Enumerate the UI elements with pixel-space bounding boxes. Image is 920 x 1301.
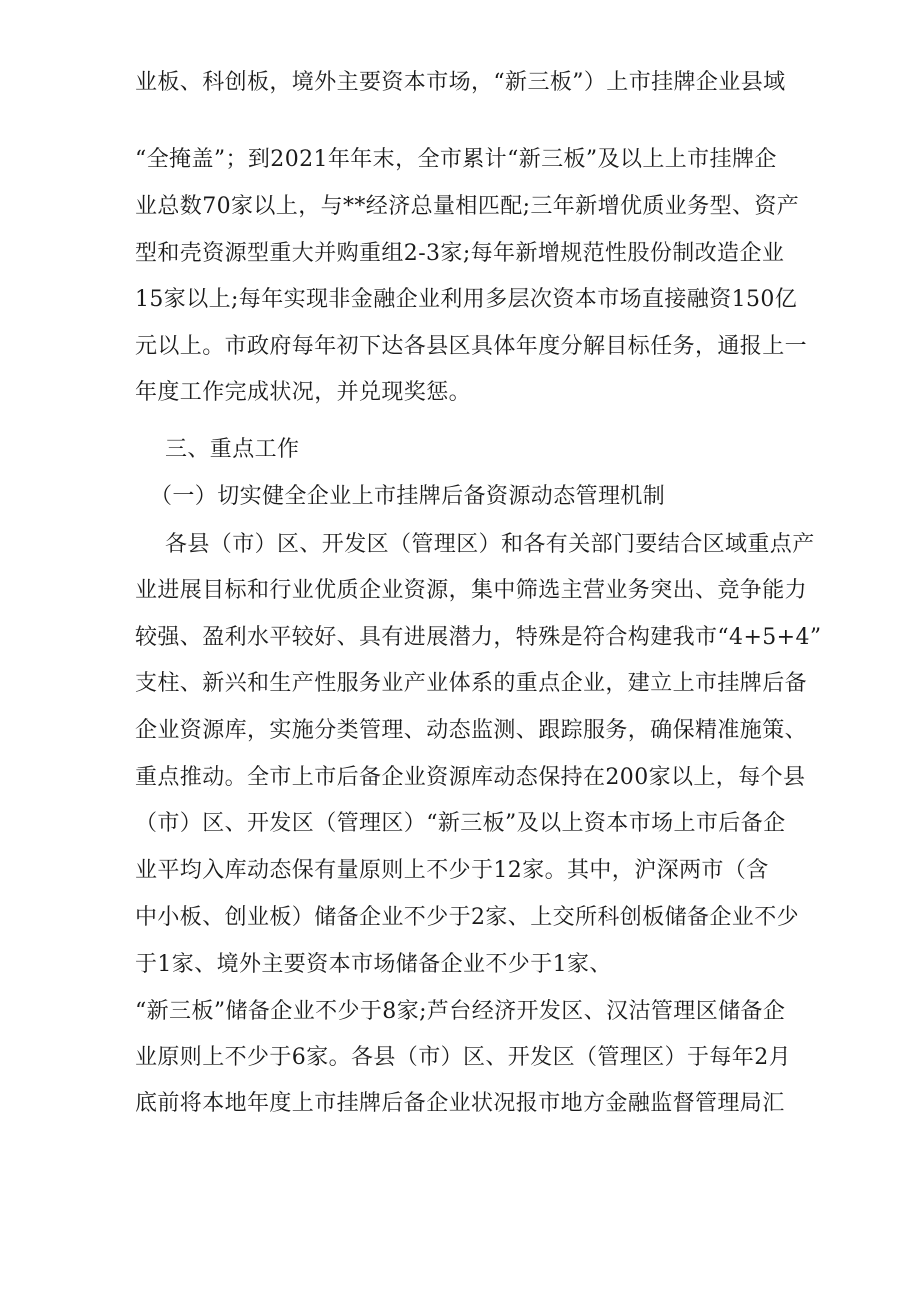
subsection-heading: （一）切实健全企业上市挂牌后备资源动态管理机制 (150, 484, 666, 509)
text-line: 业板、科创板，境外主要资本市场，“新三板”）上市挂牌企业县域 (135, 70, 786, 95)
text-line: 业进展目标和行业优质企业资源，集中筛选主营业务突出、竞争能力 (135, 578, 808, 603)
text-line: 年度工作完成状况，并兑现奖惩。 (135, 380, 472, 405)
text-line: 各县（市）区、开发区（管理区）和各有关部门要结合区域重点产 (165, 532, 815, 557)
text-line: 业原则上不少于6家。各县（市）区、开发区（管理区）于每年2月 (135, 1045, 791, 1070)
text-line: 业总数70家以上，与**经济总量相匹配;三年新增优质业务型、资产 (135, 194, 800, 219)
text-line: 元以上。市政府每年初下达各县区具体年度分解目标任务，通报上一 (135, 334, 808, 359)
text-line: 业平均入库动态保有量原则上不少于12家。其中，沪深两市（含 (135, 858, 769, 883)
text-line: 较强、盈利水平较好、具有进展潜力，特殊是符合构建我市“4+5+4” (135, 625, 822, 650)
text-line: 支柱、新兴和生产性服务业产业体系的重点企业，建立上市挂牌后备 (135, 671, 808, 696)
text-line: 中小板、创业板）储备企业不少于2家、上交所科创板储备企业不少 (135, 905, 799, 930)
text-line: 15家以上;每年实现非金融企业利用多层次资本市场直接融资150亿 (135, 287, 798, 312)
text-line: 于1家、境外主要资本市场储备企业不少于1家、 (135, 952, 612, 977)
text-line: 底前将本地年度上市挂牌后备企业状况报市地方金融监督管理局汇 (135, 1091, 785, 1116)
text-line: （市）区、开发区（管理区）“新三板”及以上资本市场上市后备企 (135, 811, 786, 836)
text-line: 型和壳资源型重大并购重组2-3家;每年新增规范性股份制改造企业 (135, 241, 785, 266)
text-line: 重点推动。全市上市后备企业资源库动态保持在200家以上，每个县 (135, 765, 806, 790)
text-line: 企业资源库，实施分类管理、动态监测、跟踪服务，确保精准施策、 (135, 718, 808, 743)
section-heading: 三、重点工作 (165, 437, 300, 462)
text-line: “新三板”储备企业不少于8家;芦台经济开发区、汉沽管理区储备企 (135, 999, 786, 1024)
text-line: “全掩盖”；到2021年年末，全市累计“新三板”及以上上市挂牌企 (135, 147, 777, 172)
